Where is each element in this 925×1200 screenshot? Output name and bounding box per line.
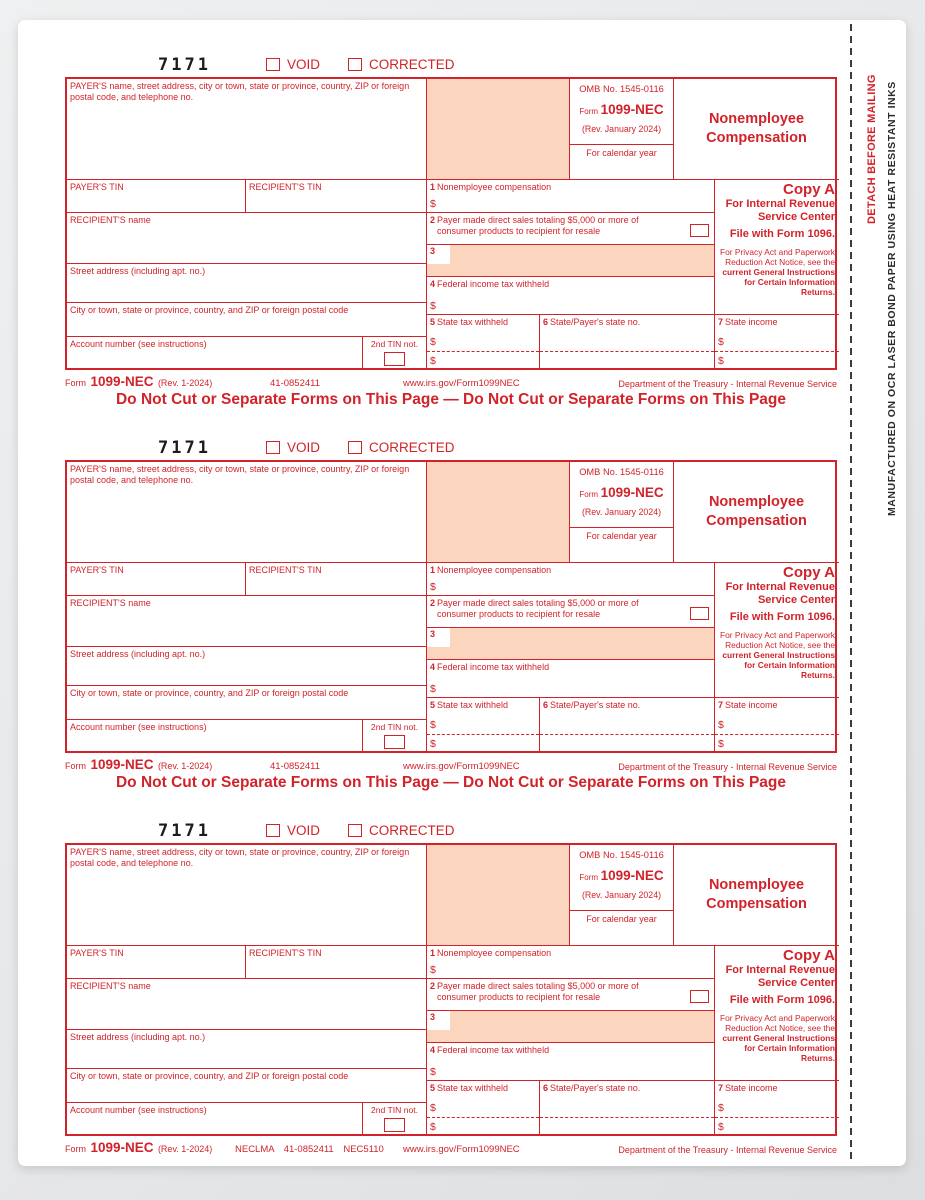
footer-irs-url: www.irs.gov/Form1099NEC: [403, 1144, 520, 1155]
box4-number: 4: [430, 279, 436, 289]
recipient-tin-cell[interactable]: [245, 562, 426, 595]
box6-number: 6: [543, 700, 549, 710]
city-state-zip-cell[interactable]: [67, 302, 426, 336]
street-address-cell[interactable]: [67, 646, 426, 685]
revision-label: (Rev. January 2024): [581, 890, 662, 901]
privacy-notice: [719, 247, 835, 297]
box3-reserved-cell: [426, 1010, 714, 1042]
box5-state-tax-cell[interactable]: [426, 314, 539, 370]
box6-state-number-cell[interactable]: [539, 1080, 714, 1136]
form-1099-nec: [65, 55, 837, 413]
omb-divider: [570, 144, 673, 145]
do-not-cut-warning: Do Not Cut or Separate Forms on This Page — Do Not Cut or Separate Forms on This Page: [115, 774, 787, 791]
privacy-bold-text: current General Instructions for Certain Information Returns.: [722, 1033, 835, 1064]
box1-nonemployee-compensation-cell[interactable]: [426, 179, 714, 212]
shaded-upper-cell: [426, 79, 569, 179]
box7-divider: [715, 1117, 839, 1118]
box6-state-number-cell[interactable]: [539, 314, 714, 370]
recipient-tin-cell[interactable]: [245, 945, 426, 978]
payer-info-label: PAYER'S name, street address, city or town, state or province, country, ZIP or foreign postal code, and telephone no.: [70, 464, 410, 486]
box1-number: 1: [430, 182, 436, 192]
form-print-number: 7171: [158, 821, 211, 841]
file-with-label: File with Form 1096.: [729, 611, 835, 624]
privacy-notice: [719, 630, 835, 680]
box7-state-income-cell[interactable]: [714, 697, 839, 753]
box7-state-income-cell[interactable]: [714, 1080, 839, 1136]
city-state-zip-label: City or town, state or province, country, and ZIP or foreign postal code: [70, 688, 349, 698]
form-1099-nec: [65, 821, 837, 1179]
form-border-box: [65, 843, 837, 1136]
box1-number: 1: [430, 948, 436, 958]
form-title: Nonemployee Compensation: [706, 877, 807, 912]
city-state-zip-cell[interactable]: [67, 685, 426, 719]
footer-form-name: 1099-NEC: [90, 1140, 154, 1155]
account-number-cell[interactable]: [67, 719, 362, 751]
box5-divider: [427, 734, 539, 735]
copy-a-label: Copy A: [783, 947, 835, 964]
payer-tin-label: PAYER'S TIN: [70, 182, 124, 192]
footer-form-name: 1099-NEC: [90, 374, 154, 389]
box7-divider: [715, 351, 839, 352]
footer-form-word: Form: [65, 1144, 86, 1154]
box6-divider: [540, 351, 714, 352]
form-title-cell: [673, 79, 839, 179]
second-tin-cell: [362, 719, 426, 751]
corrected-label: CORRECTED: [369, 823, 455, 838]
box5-number: 5: [430, 317, 436, 327]
form-word: Form: [579, 106, 599, 116]
corrected-checkbox[interactable]: [348, 441, 362, 454]
box5-number: 5: [430, 700, 436, 710]
void-label: VOID: [287, 440, 321, 455]
box2-number: 2: [430, 215, 436, 225]
box2-direct-sales-cell: [426, 212, 714, 244]
recipient-name-cell[interactable]: [67, 978, 426, 1029]
box1-label: Nonemployee compensation: [437, 948, 552, 958]
second-tin-label: 2nd TIN not.: [370, 339, 419, 349]
box7-divider: [715, 734, 839, 735]
box7-number: 7: [718, 700, 724, 710]
omb-cell: [569, 845, 673, 945]
void-label: VOID: [287, 823, 321, 838]
recipient-tin-label: RECIPIENT'S TIN: [249, 948, 322, 958]
privacy-plain-text: For Privacy Act and Paperwork Reduction Act Notice, see the: [720, 246, 835, 267]
box6-number: 6: [543, 317, 549, 327]
payer-tin-cell[interactable]: [67, 945, 245, 978]
footer-revision: (Rev. 1-2024): [157, 761, 213, 771]
omb-number: OMB No. 1545-0116: [579, 84, 664, 94]
box1-number: 1: [430, 565, 436, 575]
omb-cell: [569, 462, 673, 562]
form-title: Nonemployee Compensation: [706, 494, 807, 529]
detach-before-mailing-text: DETACH BEFORE MAILING: [866, 74, 878, 224]
box5-divider: [427, 351, 539, 352]
box3-reserved-cell: [426, 627, 714, 659]
box7-label: State income: [725, 700, 778, 710]
account-number-label: Account number (see instructions): [70, 722, 207, 732]
box4-federal-tax-cell[interactable]: [426, 659, 714, 697]
omb-divider: [570, 910, 673, 911]
shaded-upper-cell: [426, 462, 569, 562]
copy-a-cell: [714, 179, 839, 314]
second-tin-checkbox[interactable]: [384, 352, 405, 366]
omb-number: OMB No. 1545-0116: [579, 850, 664, 860]
second-tin-checkbox[interactable]: [384, 735, 405, 749]
privacy-bold-text: current General Instructions for Certain Information Returns.: [722, 650, 835, 681]
box6-label: State/Payer's state no.: [550, 317, 641, 327]
form-footer: [65, 373, 837, 391]
box6-label: State/Payer's state no.: [550, 700, 641, 710]
box4-federal-tax-cell[interactable]: [426, 1042, 714, 1080]
calendar-year-label: For calendar year: [586, 148, 657, 158]
corrected-label: CORRECTED: [369, 440, 455, 455]
box6-divider: [540, 1117, 714, 1118]
form-footer: [65, 756, 837, 774]
footer-irs-url: www.irs.gov/Form1099NEC: [403, 761, 520, 772]
box5-label: State tax withheld: [437, 700, 509, 710]
form-print-number: 7171: [158, 55, 211, 75]
box3-number: 3: [427, 245, 450, 264]
recipient-tin-cell[interactable]: [245, 179, 426, 212]
city-state-zip-label: City or town, state or province, country, and ZIP or foreign postal code: [70, 1071, 349, 1081]
footer-form-id: [65, 1139, 212, 1157]
box6-number: 6: [543, 1083, 549, 1093]
box5-label: State tax withheld: [437, 317, 509, 327]
box5-divider: [427, 1117, 539, 1118]
manufactured-paper-text: MANUFACTURED ON OCR LASER BOND PAPER USING HEAT RESISTANT INKS: [886, 81, 898, 516]
street-address-label: Street address (including apt. no.): [70, 649, 206, 659]
payer-info-cell[interactable]: [67, 845, 426, 945]
form-border-box: [65, 460, 837, 753]
box2-number: 2: [430, 598, 436, 608]
box4-number: 4: [430, 1045, 436, 1055]
second-tin-label: 2nd TIN not.: [370, 1105, 419, 1115]
box7-label: State income: [725, 317, 778, 327]
box4-dollar-sign: $: [430, 1065, 436, 1078]
recipient-name-cell[interactable]: [67, 595, 426, 646]
payer-info-cell[interactable]: [67, 462, 426, 562]
footer-form-word: Form: [65, 761, 86, 771]
footer-department: Department of the Treasury - Internal Revenue Service: [618, 1145, 837, 1155]
box7-number: 7: [718, 1083, 724, 1093]
box4-label: Federal income tax withheld: [437, 662, 550, 672]
box5-state-tax-cell[interactable]: [426, 1080, 539, 1136]
payer-tin-label: PAYER'S TIN: [70, 565, 124, 575]
omb-cell: [569, 79, 673, 179]
copy-a-cell: [714, 562, 839, 697]
footer-form-id: [65, 373, 212, 391]
payer-tin-cell[interactable]: [67, 562, 245, 595]
box2-direct-sales-cell: [426, 595, 714, 627]
box7-label: State income: [725, 1083, 778, 1093]
box6-divider: [540, 734, 714, 735]
footer-codes: 41-0852411: [270, 378, 321, 389]
recipient-name-label: RECIPIENT'S name: [70, 598, 151, 608]
box4-dollar-sign: $: [430, 299, 436, 312]
box2-label: Payer made direct sales totaling $5,000 or more of consumer products to recipient for resale: [437, 215, 639, 237]
box5-label: State tax withheld: [437, 1083, 509, 1093]
box2-direct-sales-cell: [426, 978, 714, 1010]
file-with-label: File with Form 1096.: [729, 994, 835, 1007]
city-state-zip-cell[interactable]: [67, 1068, 426, 1102]
privacy-notice: [719, 1013, 835, 1063]
void-label: VOID: [287, 57, 321, 72]
footer-form-name: 1099-NEC: [90, 757, 154, 772]
second-tin-label: 2nd TIN not.: [370, 722, 419, 732]
box7-dollar-bottom: $: [718, 1121, 724, 1133]
box1-dollar-sign: $: [430, 580, 436, 593]
box5-dollar-bottom: $: [430, 1121, 436, 1133]
recipient-tin-label: RECIPIENT'S TIN: [249, 565, 322, 575]
footer-codes: NECLMA 41-0852411 NEC5110: [235, 1144, 384, 1155]
recipient-name-cell[interactable]: [67, 212, 426, 263]
form-title: Nonemployee Compensation: [706, 111, 807, 146]
calendar-year-label: For calendar year: [586, 914, 657, 924]
box5-dollar-top: $: [430, 1102, 436, 1114]
second-tin-cell: [362, 1102, 426, 1134]
box2-number: 2: [430, 981, 436, 991]
box5-dollar-bottom: $: [430, 738, 436, 750]
box5-dollar-top: $: [430, 336, 436, 348]
footer-department: Department of the Treasury - Internal Revenue Service: [618, 379, 837, 389]
payer-info-label: PAYER'S name, street address, city or town, state or province, country, ZIP or foreign postal code, and telephone no.: [70, 81, 410, 103]
box2-label: Payer made direct sales totaling $5,000 or more of consumer products to recipient for resale: [437, 598, 639, 620]
box4-dollar-sign: $: [430, 682, 436, 695]
box2-checkbox[interactable]: [690, 990, 709, 1003]
omb-divider: [570, 527, 673, 528]
footer-irs-url: www.irs.gov/Form1099NEC: [403, 378, 520, 389]
box7-dollar-top: $: [718, 336, 724, 348]
second-tin-checkbox[interactable]: [384, 1118, 405, 1132]
account-number-cell[interactable]: [67, 336, 362, 368]
box6-state-number-cell[interactable]: [539, 697, 714, 753]
revision-label: (Rev. January 2024): [581, 507, 662, 518]
footer-revision: (Rev. 1-2024): [157, 378, 213, 388]
box6-label: State/Payer's state no.: [550, 1083, 641, 1093]
copy-a-label: Copy A: [783, 181, 835, 198]
street-address-cell[interactable]: [67, 263, 426, 302]
box2-label: Payer made direct sales totaling $5,000 or more of consumer products to recipient for resale: [437, 981, 639, 1003]
privacy-plain-text: For Privacy Act and Paperwork Reduction Act Notice, see the: [720, 1012, 835, 1033]
privacy-bold-text: current General Instructions for Certain Information Returns.: [722, 267, 835, 298]
box5-dollar-bottom: $: [430, 355, 436, 367]
corrected-label: CORRECTED: [369, 57, 455, 72]
payer-tin-cell[interactable]: [67, 179, 245, 212]
box4-federal-tax-cell[interactable]: [426, 276, 714, 314]
copy-a-destination: For Internal Revenue Service Center: [725, 963, 835, 989]
recipient-tin-label: RECIPIENT'S TIN: [249, 182, 322, 192]
form-1099-nec: [65, 438, 837, 796]
shaded-upper-cell: [426, 845, 569, 945]
revision-label: (Rev. January 2024): [581, 124, 662, 135]
footer-form-id: [65, 756, 212, 774]
box7-state-income-cell[interactable]: [714, 314, 839, 370]
street-address-label: Street address (including apt. no.): [70, 1032, 206, 1042]
form-title-cell: [673, 462, 839, 562]
box1-label: Nonemployee compensation: [437, 565, 552, 575]
box4-label: Federal income tax withheld: [437, 279, 550, 289]
form-border-box: [65, 77, 837, 370]
footer-codes: 41-0852411: [270, 761, 321, 772]
box5-dollar-top: $: [430, 719, 436, 731]
copy-a-label: Copy A: [783, 564, 835, 581]
box4-label: Federal income tax withheld: [437, 1045, 550, 1055]
form-name: 1099-NEC: [600, 101, 664, 117]
do-not-cut-warning: Do Not Cut or Separate Forms on This Page — Do Not Cut or Separate Forms on This Page: [115, 391, 787, 408]
payer-info-cell[interactable]: [67, 79, 426, 179]
city-state-zip-label: City or town, state or province, country, and ZIP or foreign postal code: [70, 305, 349, 315]
box4-number: 4: [430, 662, 436, 672]
box7-dollar-top: $: [718, 1102, 724, 1114]
form-title-cell: [673, 845, 839, 945]
box3-number: 3: [427, 1011, 450, 1030]
box1-dollar-sign: $: [430, 197, 436, 210]
recipient-name-label: RECIPIENT'S name: [70, 215, 151, 225]
copy-a-destination: For Internal Revenue Service Center: [725, 580, 835, 606]
calendar-year-label: For calendar year: [586, 531, 657, 541]
box2-checkbox[interactable]: [690, 224, 709, 237]
form-word: Form: [579, 872, 599, 882]
corrected-checkbox[interactable]: [348, 58, 362, 71]
box7-dollar-bottom: $: [718, 355, 724, 367]
form-name: 1099-NEC: [600, 484, 664, 500]
street-address-label: Street address (including apt. no.): [70, 266, 206, 276]
form-footer: [65, 1139, 837, 1157]
payer-info-label: PAYER'S name, street address, city or town, state or province, country, ZIP or foreign postal code, and telephone no.: [70, 847, 410, 869]
form-word: Form: [579, 489, 599, 499]
payer-tin-label: PAYER'S TIN: [70, 948, 124, 958]
box5-state-tax-cell[interactable]: [426, 697, 539, 753]
second-tin-cell: [362, 336, 426, 368]
box2-checkbox[interactable]: [690, 607, 709, 620]
void-checkbox[interactable]: [266, 58, 280, 71]
box1-nonemployee-compensation-cell[interactable]: [426, 945, 714, 978]
recipient-name-label: RECIPIENT'S name: [70, 981, 151, 991]
privacy-plain-text: For Privacy Act and Paperwork Reduction Act Notice, see the: [720, 629, 835, 650]
account-number-label: Account number (see instructions): [70, 1105, 207, 1115]
copy-a-destination: For Internal Revenue Service Center: [725, 197, 835, 223]
box1-label: Nonemployee compensation: [437, 182, 552, 192]
perforation-dashed-line: [850, 24, 852, 1160]
box5-number: 5: [430, 1083, 436, 1093]
box1-nonemployee-compensation-cell[interactable]: [426, 562, 714, 595]
box3-reserved-cell: [426, 244, 714, 276]
footer-revision: (Rev. 1-2024): [157, 1144, 213, 1154]
omb-number: OMB No. 1545-0116: [579, 467, 664, 477]
void-checkbox[interactable]: [266, 824, 280, 837]
account-number-label: Account number (see instructions): [70, 339, 207, 349]
account-number-cell[interactable]: [67, 1102, 362, 1134]
corrected-checkbox[interactable]: [348, 824, 362, 837]
form-name: 1099-NEC: [600, 867, 664, 883]
void-checkbox[interactable]: [266, 441, 280, 454]
box7-number: 7: [718, 317, 724, 327]
form-print-number: 7171: [158, 438, 211, 458]
street-address-cell[interactable]: [67, 1029, 426, 1068]
box7-dollar-bottom: $: [718, 738, 724, 750]
footer-form-word: Form: [65, 378, 86, 388]
box3-number: 3: [427, 628, 450, 647]
box1-dollar-sign: $: [430, 963, 436, 976]
file-with-label: File with Form 1096.: [729, 228, 835, 241]
footer-department: Department of the Treasury - Internal Revenue Service: [618, 762, 837, 772]
box7-dollar-top: $: [718, 719, 724, 731]
copy-a-cell: [714, 945, 839, 1080]
